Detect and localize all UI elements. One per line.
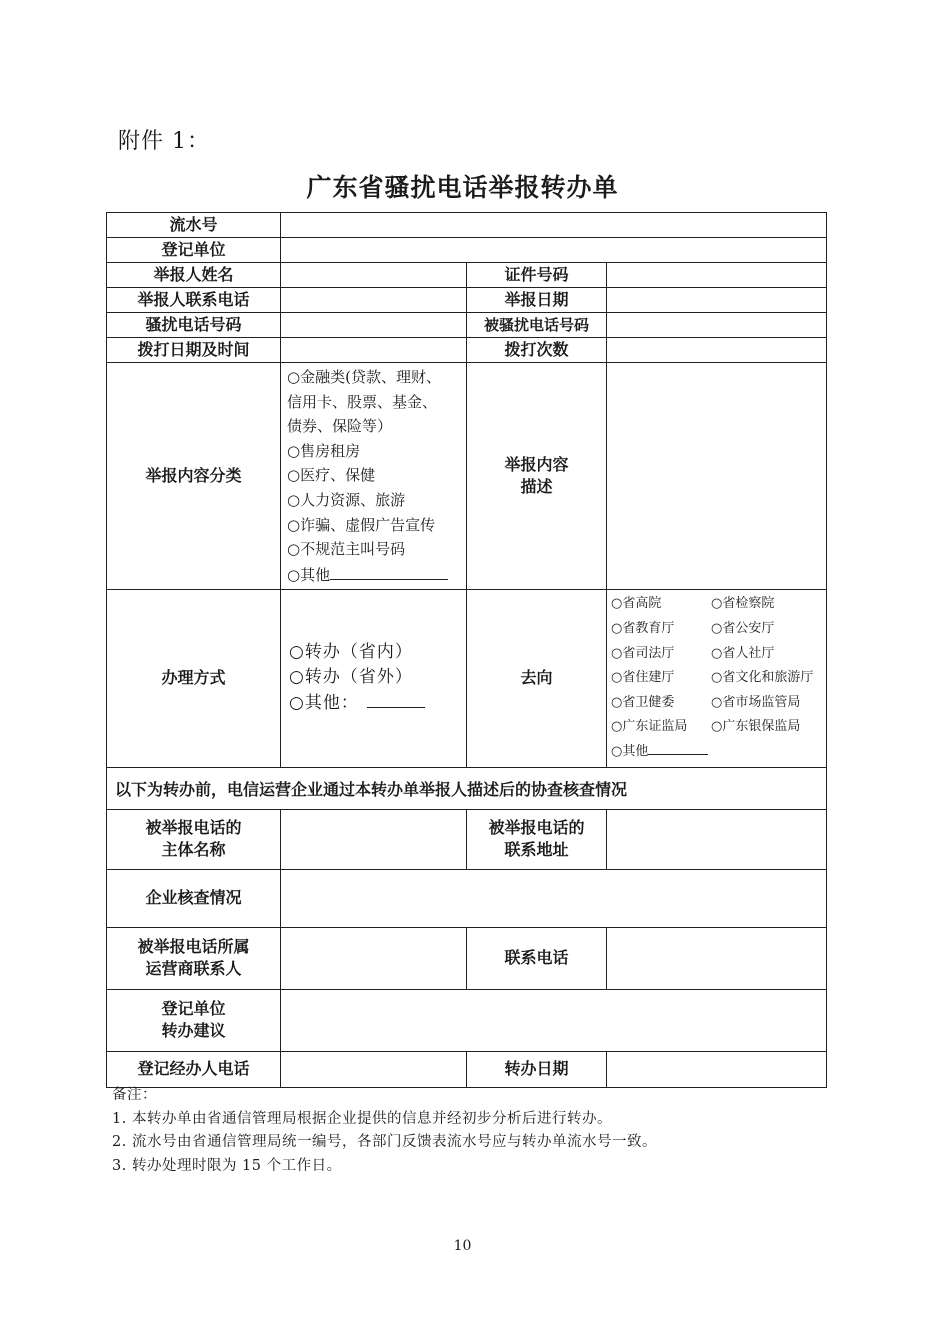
call-count-field[interactable]: [607, 338, 827, 363]
row-carrier-contact: [107, 927, 827, 989]
category-option-caller-id[interactable]: ○不规范主叫号码: [287, 540, 406, 559]
harassed-phone-label: 被骚扰电话号码: [467, 313, 607, 338]
direction-label: 去向: [467, 590, 607, 767]
direction-row: [611, 691, 822, 716]
note-item: 1. 本转办单由省通信管理局根据企业提供的信息并经初步分析后进行转办。: [112, 1110, 612, 1127]
category-options: [281, 363, 467, 590]
direction-option[interactable]: ○省文化和旅游厅: [711, 670, 814, 686]
method-option-other[interactable]: [289, 690, 462, 716]
category-label: 举报内容分类: [107, 363, 281, 590]
method-other-text: ○其他：: [289, 693, 359, 714]
category-option-finance-1[interactable]: ○金融类(贷款、理财、: [287, 368, 441, 386]
document-title: 广东省骚扰电话举报转办单: [306, 173, 619, 202]
serial-label: 流水号: [107, 213, 281, 238]
notes-heading: 备注：: [112, 1087, 157, 1103]
direction-option[interactable]: ○省市场监管局: [711, 694, 801, 710]
entity-name-label: [107, 809, 281, 869]
row-suggestion: [107, 989, 827, 1051]
suggestion-label-line2: 转办建议: [161, 1021, 226, 1040]
call-datetime-label: 拨打日期及时间: [107, 338, 281, 363]
handler-phone-field[interactable]: [281, 1051, 467, 1087]
entity-name-label-line2: 主体名称: [161, 840, 226, 859]
method-other-blank[interactable]: [367, 690, 425, 708]
direction-option[interactable]: ○省教育厅: [611, 620, 675, 636]
direction-row: [611, 642, 822, 667]
note-item: 3. 转办处理时限为 15 个工作日。: [112, 1157, 342, 1174]
direction-other-text: ○其他: [611, 743, 649, 759]
call-count-label: 拨打次数: [467, 338, 607, 363]
row-call-info: [107, 338, 827, 363]
direction-option[interactable]: ○省公安厅: [711, 620, 775, 636]
page-number: 10: [453, 1238, 472, 1254]
direction-options: [607, 590, 827, 767]
address-label: [467, 809, 607, 869]
direction-option[interactable]: ○省人社厅: [711, 645, 775, 661]
transfer-date-field[interactable]: [607, 1051, 827, 1087]
address-label-line1: 被举报电话的: [488, 818, 585, 837]
description-label-line2: 描述: [520, 477, 553, 497]
method-option-out-province[interactable]: ○转办（省外）: [289, 667, 413, 688]
transfer-date-label: 转办日期: [467, 1051, 607, 1087]
entity-name-label-line1: 被举报电话的: [145, 818, 242, 837]
direction-row: [611, 666, 822, 691]
direction-option-other[interactable]: [611, 740, 822, 765]
reporter-phone-field[interactable]: [281, 288, 467, 313]
harassed-phone-field[interactable]: [607, 313, 827, 338]
method-options: [281, 590, 467, 767]
direction-option[interactable]: ○广东银保监局: [711, 719, 801, 735]
row-entity: [107, 809, 827, 869]
row-method: [107, 590, 827, 767]
call-datetime-field[interactable]: [281, 338, 467, 363]
method-option-in-province[interactable]: ○转办（省内）: [289, 642, 413, 663]
direction-option[interactable]: ○省住建厅: [611, 670, 675, 686]
direction-row: [611, 592, 822, 617]
row-reporter: [107, 263, 827, 288]
row-handler: [107, 1051, 827, 1087]
category-other-blank[interactable]: [330, 562, 448, 580]
enterprise-check-field[interactable]: [281, 869, 827, 927]
description-label-line1: 举报内容: [504, 455, 569, 475]
reporter-phone-label: 举报人联系电话: [107, 288, 281, 313]
direction-other-blank[interactable]: [648, 740, 708, 755]
carrier-contact-label-line1: 被举报电话所属: [137, 937, 250, 956]
row-category: [107, 363, 827, 590]
direction-row: [611, 617, 822, 642]
notes-section: [112, 1084, 657, 1178]
entity-name-field[interactable]: [281, 809, 467, 869]
category-option-finance-2: 信用卡、股票、基金、: [287, 392, 438, 411]
reg-unit-value-field[interactable]: [281, 238, 827, 263]
row-serial: [107, 213, 827, 238]
description-label: [467, 363, 607, 590]
report-date-field[interactable]: [607, 288, 827, 313]
contact-phone-field[interactable]: [607, 927, 827, 989]
suggestion-field[interactable]: [281, 989, 827, 1051]
suggestion-label: [107, 989, 281, 1051]
section-note: 以下为转办前，电信运营企业通过本转办单举报人描述后的协查核查情况: [107, 767, 827, 809]
direction-option[interactable]: ○省高院: [611, 596, 662, 612]
row-section-note: [107, 767, 827, 809]
reg-unit-label: 登记单位: [107, 238, 281, 263]
note-item: 2. 流水号由省通信管理局统一编号，各部门反馈表流水号应与转办单流水号一致。: [112, 1134, 657, 1150]
handler-phone-label: 登记经办人电话: [107, 1051, 281, 1087]
report-date-label: 举报日期: [467, 288, 607, 313]
category-option-housing[interactable]: ○售房租房: [287, 441, 361, 460]
attachment-label: 附件 1：: [118, 129, 210, 154]
direction-option[interactable]: ○省卫健委: [611, 694, 675, 710]
method-label: 办理方式: [107, 590, 281, 767]
category-option-medical[interactable]: ○医疗、保健: [287, 466, 376, 485]
row-enterprise-check: [107, 869, 827, 927]
direction-row: [611, 715, 822, 740]
serial-value-field[interactable]: [281, 213, 827, 238]
carrier-contact-label: [107, 927, 281, 989]
description-field[interactable]: [607, 363, 827, 590]
enterprise-check-label: 企业核查情况: [107, 869, 281, 927]
category-option-fraud[interactable]: ○诈骗、虚假广告宣传: [287, 515, 436, 534]
report-form-table: [106, 212, 827, 1088]
carrier-contact-field[interactable]: [281, 927, 467, 989]
id-number-label: 证件号码: [467, 263, 607, 288]
reporter-name-label: 举报人姓名: [107, 263, 281, 288]
suggestion-label-line1: 登记单位: [161, 999, 226, 1018]
reporter-name-field[interactable]: [281, 263, 467, 288]
category-option-hr-travel[interactable]: ○人力资源、旅游: [287, 490, 406, 509]
address-label-line2: 联系地址: [504, 840, 569, 859]
direction-option[interactable]: ○省司法厅: [611, 645, 675, 661]
row-reg-unit: [107, 238, 827, 263]
direction-option[interactable]: ○省检察院: [711, 596, 775, 612]
id-number-field[interactable]: [607, 263, 827, 288]
row-reporter-phone: [107, 288, 827, 313]
address-field[interactable]: [607, 809, 827, 869]
category-option-finance-3: 债券、保险等）: [287, 417, 393, 436]
direction-option[interactable]: ○广东证监局: [611, 719, 688, 735]
carrier-contact-label-line2: 运营商联系人: [145, 959, 242, 978]
contact-phone-label: 联系电话: [467, 927, 607, 989]
harass-phone-field[interactable]: [281, 313, 467, 338]
harass-phone-label: 骚扰电话号码: [107, 313, 281, 338]
row-harass-phone: [107, 313, 827, 338]
category-other-text: ○其他: [287, 565, 331, 584]
category-option-other[interactable]: [287, 562, 460, 588]
